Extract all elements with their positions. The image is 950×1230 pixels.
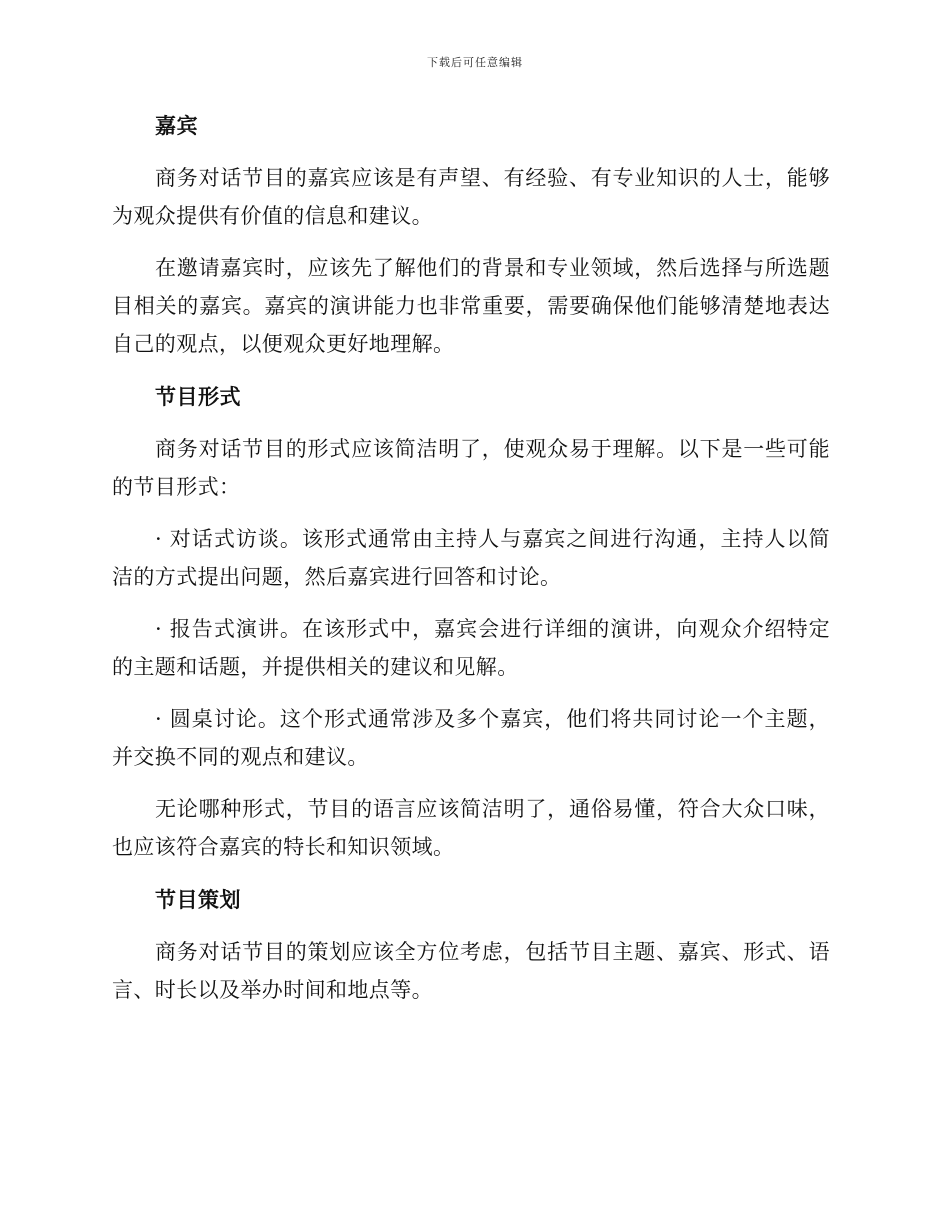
list-item: · 报告式演讲。在该形式中，嘉宾会进行详细的演讲，向观众介绍特定的主题和话题，并提供相关的建议和见解。 [112,617,830,679]
list-item: · 圆桌讨论。这个形式通常涉及多个嘉宾，他们将共同讨论一个主题，并交换不同的观点和建议。 [112,707,830,769]
document-body [112,106,830,1023]
paragraph: 商务对话节目的形式应该简洁明了，使观众易于理解。以下是一些可能的节目形式： [112,437,830,499]
section-heading-format: 节目形式 [155,384,241,409]
section-heading-guests: 嘉宾 [155,113,198,138]
paragraph: 商务对话节目的策划应该全方位考虑，包括节目主题、嘉宾、形式、语言、时长以及举办时间和地点等。 [112,940,830,1002]
list-item: · 对话式访谈。该形式通常由主持人与嘉宾之间进行沟通，主持人以简洁的方式提出问题，然后嘉宾进行回答和讨论。 [112,527,830,589]
paragraph: 在邀请嘉宾时，应该先了解他们的背景和专业领域，然后选择与所选题目相关的嘉宾。嘉宾的演讲能力也非常重要，需要确保他们能够清楚地表达自己的观点，以便观众更好地理解。 [112,256,830,356]
paragraph: 无论哪种形式，节目的语言应该简洁明了，通俗易懂，符合大众口味，也应该符合嘉宾的特长和知识领域。 [112,797,830,859]
paragraph: 商务对话节目的嘉宾应该是有声望、有经验、有专业知识的人士，能够为观众提供有价值的信息和建议。 [112,166,830,228]
section-heading-planning: 节目策划 [155,887,241,912]
page-header: 下载后可任意编辑 [427,56,523,69]
